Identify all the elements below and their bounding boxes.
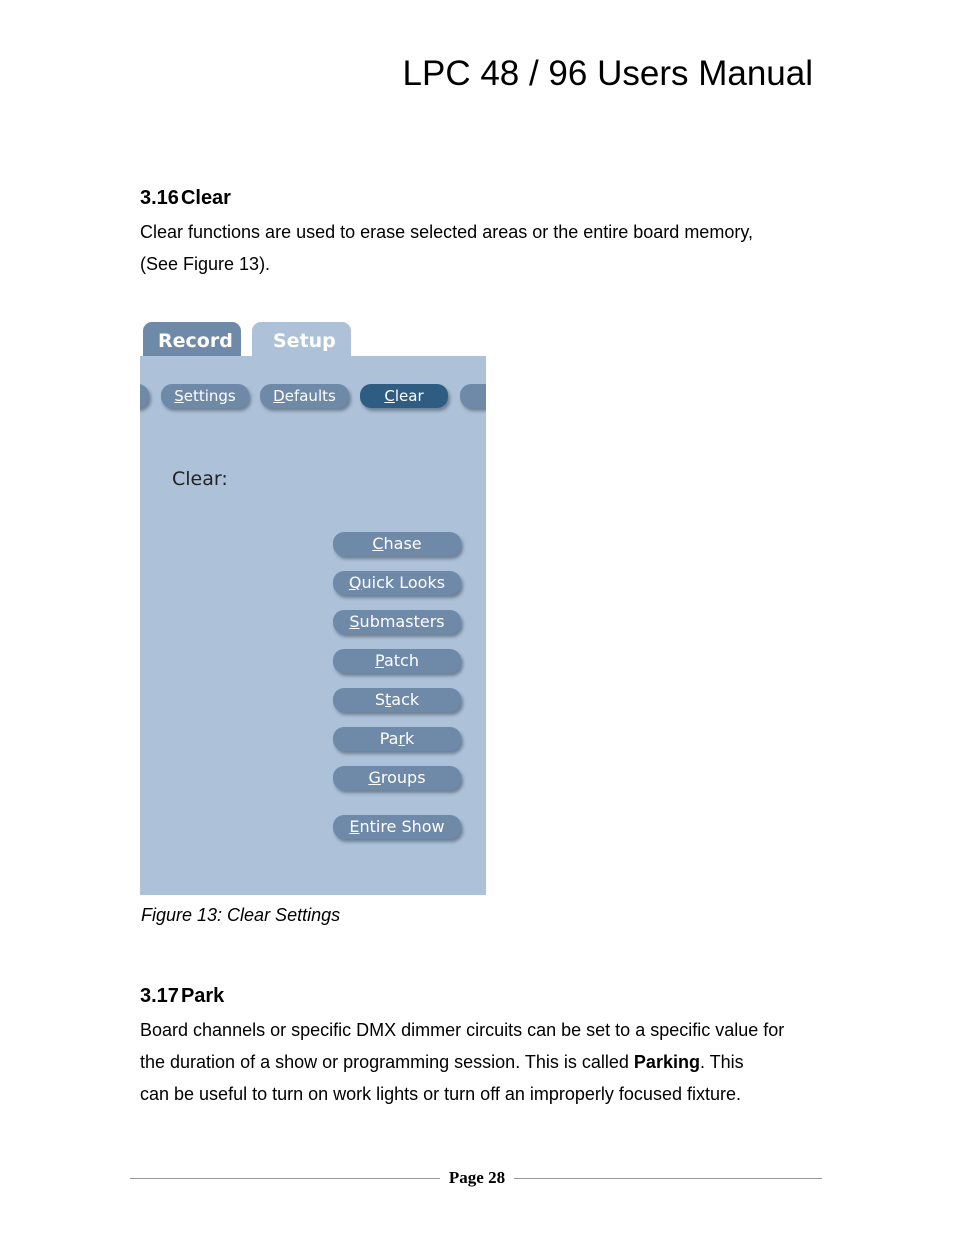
clear-settings-figure	[140, 320, 486, 895]
clear-patch-button[interactable]: Patch	[333, 649, 461, 673]
paragraph-line: Board channels or specific DMX dimmer circuits can be set to a specific value for	[140, 1020, 785, 1040]
clear-quick-looks-button[interactable]: Quick Looks	[333, 571, 461, 595]
clear-chase-button[interactable]: Chase	[333, 532, 461, 556]
section-heading-clear	[140, 187, 231, 210]
clear-park-button[interactable]: Park	[333, 727, 461, 751]
clear-panel-label: Clear:	[172, 468, 228, 490]
sub-button-settings[interactable]: Settings	[161, 384, 249, 408]
clear-entire-show-button[interactable]: Entire Show	[333, 815, 461, 839]
section-title: Clear	[180, 187, 231, 209]
tab-setup[interactable]: Setup	[252, 322, 351, 358]
figure-caption: Figure 13: Clear Settings	[141, 905, 341, 925]
paragraph-line: can be useful to turn on work lights or turn off an improperly focused fixture.	[140, 1084, 741, 1104]
sub-button-defaults[interactable]: Defaults	[260, 384, 349, 408]
section-number: 3.16	[140, 187, 179, 209]
document-title: LPC 48 / 96 Users Manual	[402, 54, 813, 93]
clear-stack-button[interactable]: Stack	[333, 688, 461, 712]
sub-button-partial-left[interactable]	[140, 384, 149, 408]
clear-submasters-button[interactable]: Submasters	[333, 610, 461, 634]
setup-panel	[140, 356, 486, 895]
paragraph-line: Clear functions are used to erase selected areas or the entire board memory,	[140, 222, 753, 242]
paragraph-line: the duration of a show or programming session. This is called Parking. This	[140, 1052, 744, 1072]
section-number: 3.17	[140, 985, 179, 1007]
paragraph-line: (See Figure 13).	[140, 254, 271, 274]
section-title: Park	[180, 985, 225, 1007]
term-parking: Parking	[633, 1052, 700, 1072]
page-number: Page 28	[0, 1168, 954, 1188]
tab-record[interactable]: Record	[143, 322, 241, 358]
section-heading-park	[140, 985, 224, 1008]
clear-groups-button[interactable]: Groups	[333, 766, 461, 790]
sub-button-clear[interactable]: Clear	[360, 384, 448, 408]
sub-button-partial-right[interactable]	[460, 384, 486, 408]
